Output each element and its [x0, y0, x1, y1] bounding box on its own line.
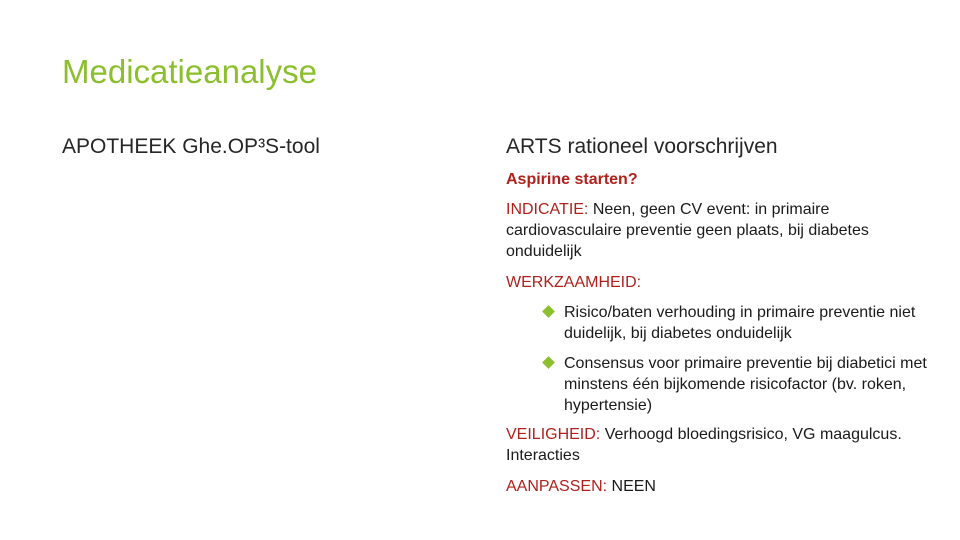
aanpassen-label: AANPASSEN: [506, 477, 608, 495]
list-item [544, 303, 936, 345]
right-column [506, 134, 936, 508]
bullet-text: Risico/baten verhouding in primaire preventie niet duidelijk, bij diabetes onduidelijk [564, 304, 916, 343]
slide-title: Medicatieanalyse [62, 53, 317, 90]
indicatie-paragraph [506, 200, 936, 262]
veiligheid-label: VEILIGHEID: [506, 426, 601, 444]
right-column-heading: ARTS rationeel voorschrijven [506, 135, 778, 158]
werkzaamheid-paragraph [506, 273, 936, 294]
veiligheid-text: Verhoogd bloedingsrisico, VG maagulcus. Interacties [506, 426, 902, 465]
question-heading: Aspirine starten? [506, 171, 638, 189]
werkzaamheid-label: WERKZAAMHEID: [506, 273, 642, 291]
indicatie-label: INDICATIE: [506, 201, 589, 219]
veiligheid-paragraph [506, 425, 936, 467]
werkzaamheid-bullet-list [506, 303, 936, 416]
aanpassen-text: NEEN [607, 477, 656, 495]
list-item [544, 354, 936, 416]
diamond-bullet-icon [542, 356, 555, 369]
aanpassen-paragraph [506, 477, 936, 498]
diamond-bullet-icon [542, 306, 555, 319]
bullet-text: Consensus voor primaire preventie bij diabetici met minstens één bijkomende risicofactor (bv. roken, hypertensie) [564, 354, 927, 414]
indicatie-text: Neen, geen CV event: in primaire cardiovasculaire preventie geen plaats, bij diabetes onduidelijk [506, 201, 869, 260]
left-column-heading: APOTHEEK Ghe.OP³S-tool [62, 135, 320, 158]
